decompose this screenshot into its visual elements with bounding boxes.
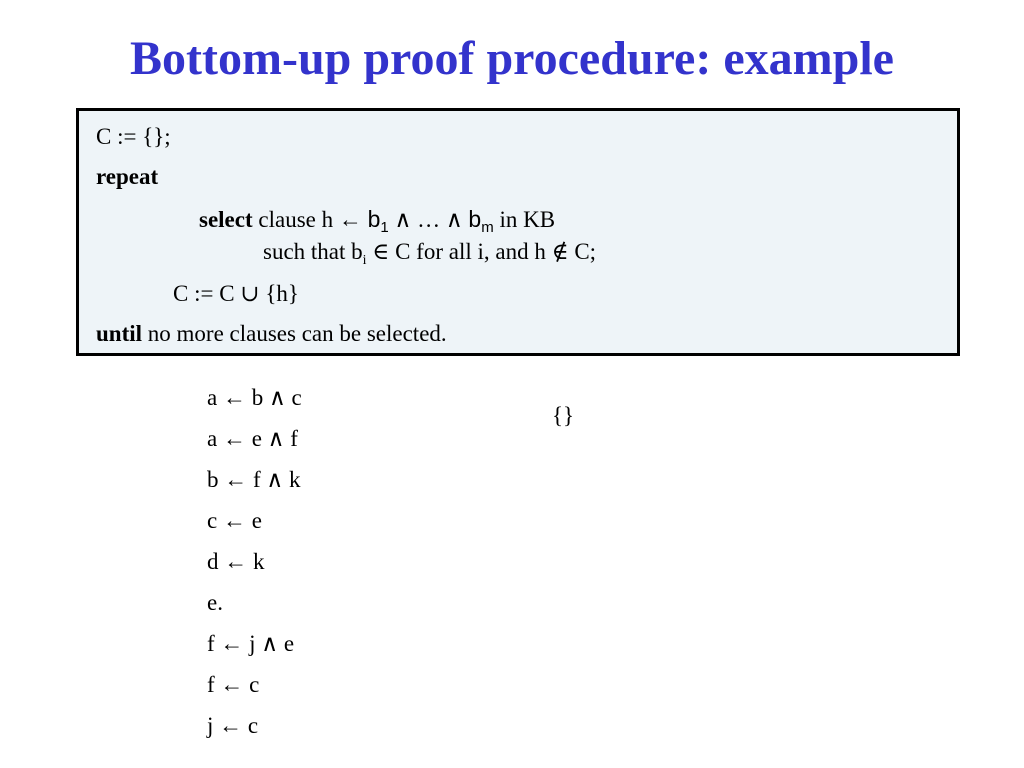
such-text-2: ∈ C for all i, and h ∉ C; [366,239,597,264]
kb-clause: f ← j ∧ e [207,631,295,656]
kb-clause: c ← e [207,508,262,533]
b-subscript-1: 1 [380,219,389,236]
until-line [96,320,447,348]
until-text: no more clauses can be selected. [142,321,447,346]
kb-clause: b ← f ∧ k [207,467,301,492]
such-that-line [263,238,596,266]
select-text-3: in KB [493,207,556,232]
slide-title: Bottom-up proof procedure: example [130,32,894,85]
select-text-2: ∧ … ∧ [388,207,469,232]
kb-clause: e. [207,590,223,615]
select-keyword: select [199,207,253,232]
b-subscript-m: m [481,219,494,236]
such-text-1: such that b [263,239,363,264]
kb-clause: j ← c [207,713,259,738]
init-line: C := {}; [96,124,171,149]
algorithm-box [76,108,960,356]
kb-clause: a ← e ∧ f [207,426,298,451]
kb-clause: f ← c [207,672,260,697]
select-text-1: clause h ← [252,207,368,232]
consequence-set: {} [552,403,575,428]
b-symbol-m: b [468,206,482,232]
b-symbol-1: b [367,206,381,232]
until-keyword: until [96,321,143,346]
kb-clause: a ← b ∧ c [207,385,302,410]
repeat-keyword: repeat [96,164,159,189]
kb-clause: d ← k [207,549,265,574]
update-line: C := C ∪ {h} [173,281,299,306]
such-subscript-i: i [362,253,367,268]
select-line [199,205,555,234]
